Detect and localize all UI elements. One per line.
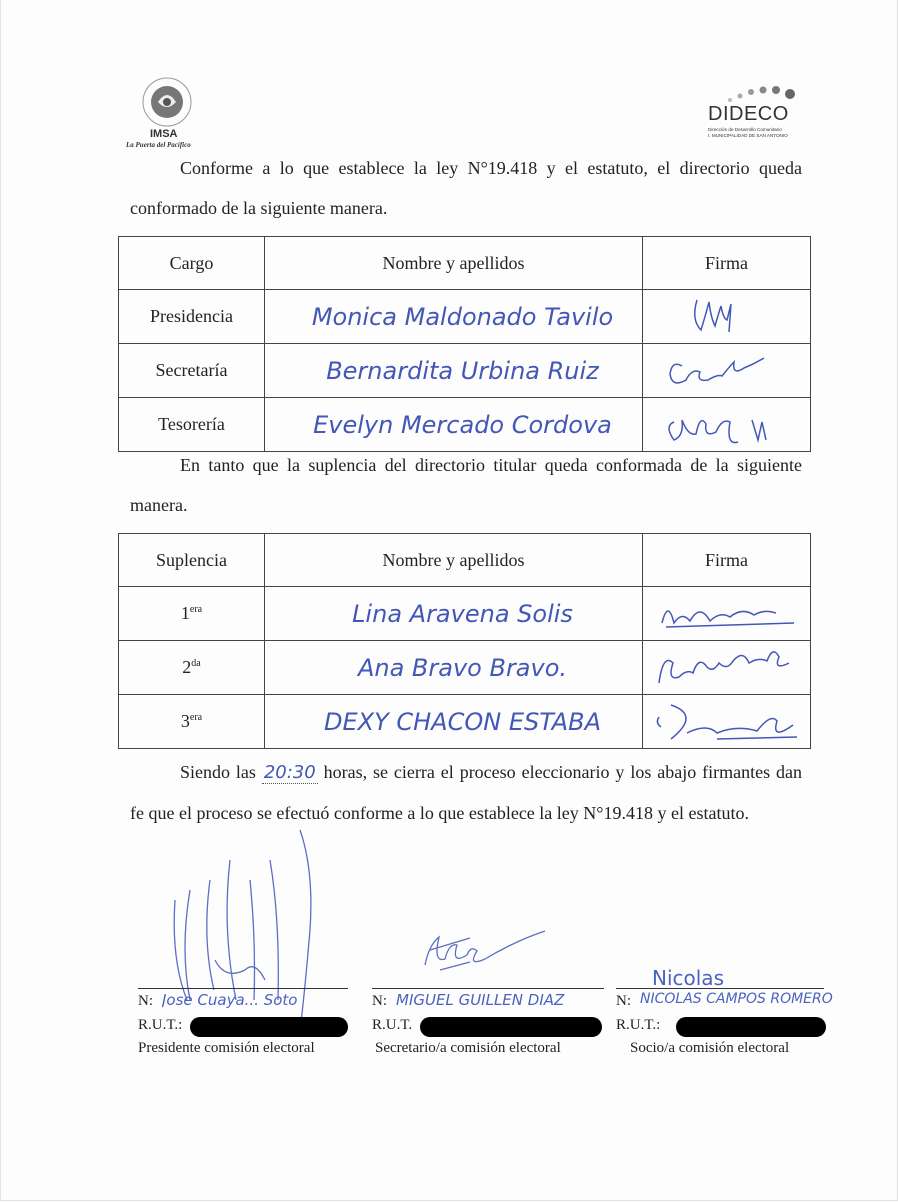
- header-firma: Firma: [643, 237, 811, 290]
- cargo-cell: Presidencia: [119, 290, 265, 344]
- signatory-role: Secretario/a comisión electoral: [375, 1040, 561, 1056]
- intro-paragraph: [130, 148, 802, 228]
- name-cell: Evelyn Mercado Cordova: [265, 398, 643, 452]
- signatory-secretary: [372, 990, 387, 1012]
- signature-cell: [643, 398, 811, 452]
- name-cell: Monica Maldonado Tavilo: [265, 290, 643, 344]
- closing-time: 20:30: [263, 762, 316, 783]
- dideco-subtitle: Dirección de Desarrollo Comunitario: [708, 127, 782, 132]
- closing-after: horas, se cierra el proceso eleccionario y los abajo firmantes dan fe que el proceso se efectuó conforme a lo que establece la ley N°19.418 y el estatuto.: [130, 762, 803, 823]
- header-nombre: Nombre y apellidos: [265, 237, 643, 290]
- dideco-name: DIDECO: [708, 103, 789, 125]
- table-header-row: [119, 237, 811, 290]
- table-row: [119, 290, 811, 344]
- signature-cell: [643, 344, 811, 398]
- signature-mark: [647, 643, 807, 693]
- signatory-name: NICOLAS CAMPOS ROMERO: [640, 991, 833, 1007]
- signature-mark: [652, 589, 802, 639]
- order-cell: [119, 695, 265, 749]
- cargo-cell: Secretaría: [119, 344, 265, 398]
- header-suplencia: Suplencia: [119, 534, 265, 587]
- closing-before: Siendo las: [180, 762, 256, 782]
- signature-cell: [643, 290, 811, 344]
- signature-cell: [643, 695, 811, 749]
- order-number: 3: [180, 711, 190, 731]
- order-number: 1: [180, 603, 190, 623]
- name-label: N:: [616, 993, 631, 1009]
- rut-label: R.U.T.:: [616, 1017, 661, 1033]
- table-header-row: [119, 534, 811, 587]
- table-row: [119, 695, 811, 749]
- signatory-role: Presidente comisión electoral: [138, 1040, 315, 1056]
- rut-label: R.U.T.:: [138, 1017, 183, 1033]
- table-row: [119, 344, 811, 398]
- imsa-tagline: La Puerta del Pacífico: [126, 141, 191, 149]
- rut-redaction: [190, 1017, 348, 1037]
- signature-cell: [643, 641, 811, 695]
- signature-line: [372, 988, 604, 989]
- order-number: 2: [182, 657, 192, 677]
- signature-mark: [677, 292, 777, 342]
- signatory-member: [616, 990, 631, 1012]
- closing-paragraph: [130, 752, 802, 833]
- header-cargo: Cargo: [119, 237, 265, 290]
- name-cell: Bernardita Urbina Ruiz: [265, 344, 643, 398]
- signature-handwriting: Nicolas: [652, 966, 724, 990]
- table-row: [119, 641, 811, 695]
- name-label: N:: [138, 993, 153, 1009]
- rut-redaction: [420, 1017, 602, 1037]
- dideco-municipality: I. MUNICIPALIDAD DE SAN ANTONIO: [708, 133, 788, 138]
- name-cell: Lina Aravena Solis: [265, 587, 643, 641]
- suplencia-table: [118, 533, 811, 749]
- intro-text: Conforme a lo que establece la ley N°19.418 y el estatuto, el directorio queda conformado de la siguiente manera.: [130, 158, 802, 218]
- signature-mark: [647, 697, 807, 747]
- name-label: N:: [372, 993, 387, 1009]
- table-row: [119, 587, 811, 641]
- signatory-role: Socio/a comisión electoral: [630, 1040, 790, 1056]
- imsa-name: IMSA: [150, 128, 178, 140]
- name-cell: DEXY CHACON ESTABA: [265, 695, 643, 749]
- signature-mark: [652, 400, 802, 450]
- order-suffix: da: [191, 658, 201, 669]
- suplencia-text: En tanto que la suplencia del directorio titular queda conformada de la siguiente manera.: [130, 455, 802, 515]
- order-suffix: era: [189, 712, 203, 723]
- order-cell: [119, 641, 265, 695]
- imsa-emblem-icon: [122, 72, 212, 152]
- rut-label: R.U.T.: [372, 1017, 413, 1033]
- signatory-name: Jose Cuaya... Soto: [162, 991, 298, 1009]
- table-row: [119, 398, 811, 452]
- suplencia-paragraph: [130, 445, 802, 525]
- order-cell: [119, 587, 265, 641]
- cargo-cell: Tesorería: [119, 398, 265, 452]
- header-firma: Firma: [643, 534, 811, 587]
- directorio-table: [118, 236, 811, 452]
- signature-line: [138, 988, 348, 989]
- name-cell: Ana Bravo Bravo.: [265, 641, 643, 695]
- rut-redaction: [676, 1017, 826, 1037]
- order-suffix: era: [189, 604, 203, 615]
- signature-cell: [643, 587, 811, 641]
- header-nombre: Nombre y apellidos: [265, 534, 643, 587]
- signatory-president: [138, 990, 153, 1012]
- signatory-name: MIGUEL GUILLEN DIAZ: [396, 991, 565, 1009]
- imsa-logo: [122, 72, 212, 152]
- signature-mark: [652, 346, 802, 396]
